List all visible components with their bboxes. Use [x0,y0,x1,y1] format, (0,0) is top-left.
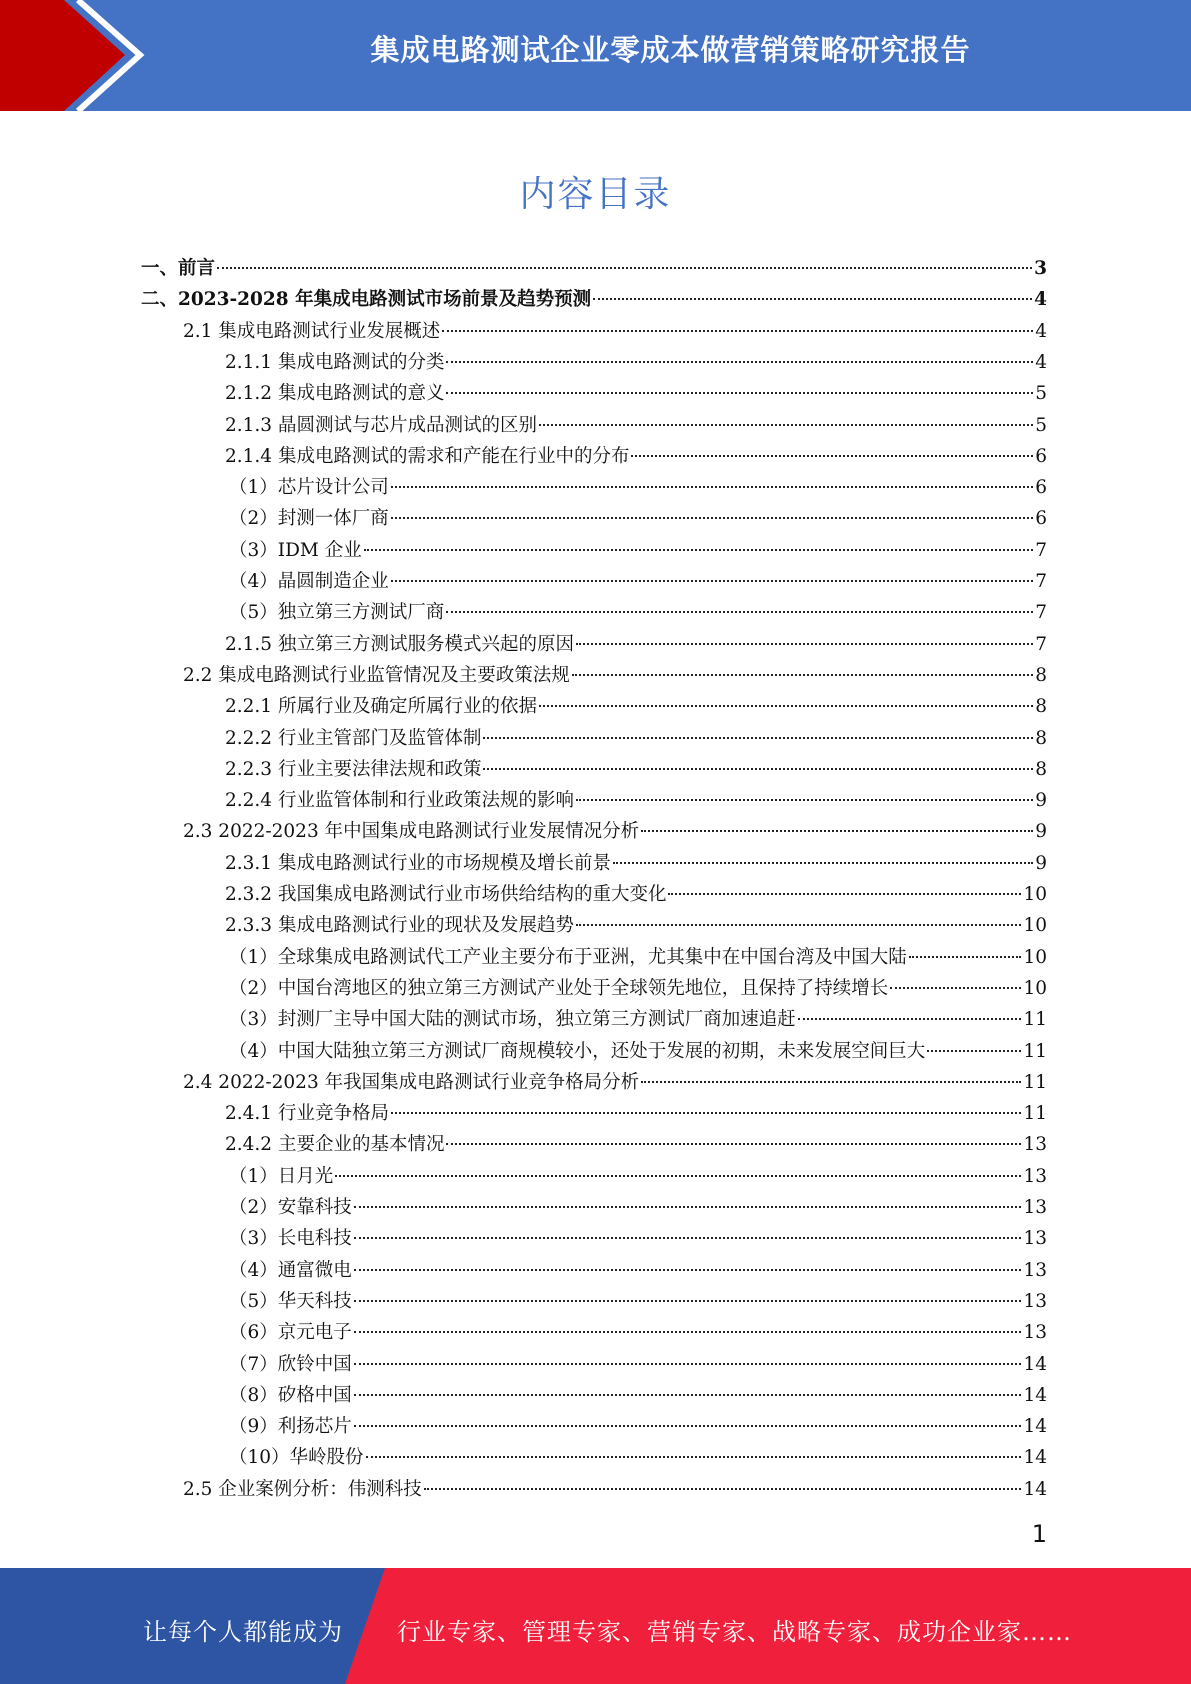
toc-entry[interactable] [225,691,1047,722]
toc-entry-label: （5）华天科技 [229,1291,352,1312]
toc-entry-page: 9 [1035,821,1047,842]
toc-entry-label: 2.3.1 集成电路测试行业的市场规模及增长前景 [225,853,611,874]
toc-entry[interactable] [229,1442,1047,1473]
toc-entry-page: 11 [1023,1072,1047,1093]
toc-entry-page: 13 [1023,1166,1047,1187]
toc-entry-page: 6 [1035,446,1047,467]
toc-entry-label: 2.1.2 集成电路测试的意义 [225,383,445,404]
toc-entry[interactable] [183,316,1047,347]
toc-dot-leader [354,1205,1022,1208]
toc-entry[interactable] [141,284,1047,315]
toc-heading: 内容目录 [519,174,672,215]
toc-entry[interactable] [229,1192,1047,1223]
toc-dot-leader [217,266,1032,269]
toc-dot-leader [391,485,1033,488]
toc-entry-page: 4 [1035,321,1047,342]
toc-entry[interactable] [183,816,1047,847]
toc-entry-page: 13 [1023,1197,1047,1218]
toc-entry-label: 2.1.3 晶圆测试与芯片成品测试的区别 [225,415,537,436]
toc-entry[interactable] [229,1004,1047,1035]
toc-entry-label: （2）安靠科技 [229,1197,352,1218]
toc-entry-label: 2.3.3 集成电路测试行业的现状及发展趋势 [225,915,574,936]
toc-entry-page: 6 [1035,508,1047,529]
toc-entry-label: 2.3 2022-2023 年中国集成电路测试行业发展情况分析 [183,821,640,842]
toc-entry-page: 8 [1035,696,1047,717]
toc-entry-label: 2.1 集成电路测试行业发展概述 [183,321,441,342]
toc-entry[interactable] [183,1067,1047,1098]
toc-dot-leader [364,548,1033,551]
toc-entry-page: 13 [1023,1228,1047,1249]
toc-entry-page: 7 [1035,602,1047,623]
toc-entry[interactable] [225,785,1047,816]
toc-dot-leader [354,1424,1022,1427]
toc-dot-leader [424,1487,1022,1490]
toc-entry-page: 9 [1035,790,1047,811]
toc-dot-leader [354,1236,1022,1239]
toc-entry[interactable] [229,503,1047,534]
toc-entry-page: 10 [1023,884,1047,905]
toc-dot-leader [613,861,1033,864]
toc-entry-page: 14 [1023,1479,1047,1500]
toc-dot-leader [446,360,1033,363]
toc-dot-leader [631,454,1033,457]
toc-entry-label: 2.2.1 所属行业及确定所属行业的依据 [225,696,537,717]
toc-dot-leader [576,798,1033,801]
toc-entry[interactable] [229,472,1047,503]
toc-entry-label: （2）封测一体厂商 [229,508,389,529]
toc-entry-page: 7 [1035,634,1047,655]
toc-dot-leader [576,923,1021,926]
toc-entry[interactable] [229,1349,1047,1380]
toc-dot-leader [354,1330,1022,1333]
toc-entry[interactable] [229,597,1047,628]
toc-dot-leader [391,579,1033,582]
toc-dot-leader [446,610,1033,613]
toc-entry-page: 13 [1023,1260,1047,1281]
page-footer [0,1568,1191,1684]
toc-dot-leader [539,704,1033,707]
toc-entry-page: 9 [1035,853,1047,874]
toc-entry-page: 14 [1023,1385,1047,1406]
toc-entry-label: （3）IDM 企业 [229,540,362,561]
toc-entry-page: 8 [1035,728,1047,749]
toc-entry[interactable] [225,879,1047,910]
toc-entry[interactable] [225,1129,1047,1160]
toc-entry-label: 二、2023-2028 年集成电路测试市场前景及趋势预测 [141,289,592,310]
toc-entry[interactable] [183,1474,1047,1505]
toc-dot-leader [641,829,1033,832]
toc-entry-label: （5）独立第三方测试厂商 [229,602,445,623]
toc-entry-label: （2）中国台湾地区的独立第三方测试产业处于全球领先地位，且保持了持续增长 [229,978,889,999]
toc-entry[interactable] [229,1161,1047,1192]
toc-entry-label: （8）矽格中国 [229,1385,352,1406]
toc-entry[interactable] [225,910,1047,941]
toc-dot-leader [593,297,1032,300]
toc-dot-leader [668,892,1021,895]
toc-dot-leader [539,423,1033,426]
toc-dot-leader [927,1049,1021,1052]
toc-entry-page: 10 [1023,978,1047,999]
toc-entry-label: 一、前言 [141,258,216,279]
toc-entry[interactable] [229,1380,1047,1411]
toc-entry-label: （1）全球集成电路测试代工产业主要分布于亚洲，尤其集中在中国台湾及中国大陆 [229,947,907,968]
toc-entry-page: 14 [1023,1354,1047,1375]
toc-dot-leader [354,1299,1022,1302]
toc-dot-leader [442,329,1033,332]
toc-dot-leader [354,1362,1022,1365]
toc-dot-leader [572,673,1033,676]
toc-entry-page: 10 [1023,947,1047,968]
toc-dot-leader [391,516,1033,519]
toc-dot-leader [446,1142,1021,1145]
toc-entry[interactable] [225,1098,1047,1129]
toc-entry-page: 8 [1035,665,1047,686]
toc-entry-label: （4）中国大陆独立第三方测试厂商规模较小，还处于发展的初期，未来发展空间巨大 [229,1041,926,1062]
toc-entry[interactable] [229,1036,1047,1067]
toc-entry-label: （3）长电科技 [229,1228,352,1249]
toc-entry[interactable] [229,1223,1047,1254]
toc-entry-label: （4）晶圆制造企业 [229,571,389,592]
toc-entry-page: 11 [1023,1041,1047,1062]
toc-entry-page: 13 [1023,1291,1047,1312]
toc-entry-page: 3 [1034,258,1047,279]
toc-entry-page: 13 [1023,1134,1047,1155]
toc-entry[interactable] [229,1255,1047,1286]
toc-dot-leader [909,955,1022,958]
toc-dot-leader [641,1080,1021,1083]
toc-entry-label: （10）华岭股份 [229,1447,364,1468]
report-title: 集成电路测试企业零成本做营销策略研究报告 [370,33,971,67]
toc-dot-leader [446,391,1033,394]
toc-entry[interactable] [225,378,1047,409]
toc-entry-page: 4 [1035,352,1047,373]
toc-entry-page: 5 [1035,383,1047,404]
toc-entry[interactable] [225,723,1047,754]
toc-dot-leader [890,986,1021,989]
toc-entry-page: 14 [1023,1416,1047,1437]
toc-entry-page: 10 [1023,915,1047,936]
toc-entry-label: 2.4 2022-2023 年我国集成电路测试行业竞争格局分析 [183,1072,640,1093]
toc-entry[interactable] [229,973,1047,1004]
toc-entry-label: （6）京元电子 [229,1322,352,1343]
toc-entry-page: 4 [1034,289,1047,310]
toc-entry-label: 2.4.2 主要企业的基本情况 [225,1134,445,1155]
toc-entry[interactable] [229,942,1047,973]
page-header-band [0,0,1191,111]
toc-entry-label: 2.2 集成电路测试行业监管情况及主要政策法规 [183,665,570,686]
toc-entry[interactable] [229,535,1047,566]
toc-dot-leader [798,1017,1022,1020]
toc-entry-page: 5 [1035,415,1047,436]
toc-entry[interactable] [229,1411,1047,1442]
toc-entry[interactable] [183,660,1047,691]
toc-entry[interactable] [141,253,1047,284]
header-arrow-decoration [0,0,160,111]
toc-entry[interactable] [225,441,1047,472]
toc-entry-label: （9）利扬芯片 [229,1416,352,1437]
toc-entry-label: 2.1.5 独立第三方测试服务模式兴起的原因 [225,634,574,655]
toc-entry[interactable] [229,1286,1047,1317]
toc-dot-leader [391,1111,1021,1114]
toc-entry-page: 8 [1035,759,1047,780]
footer-slogan-right: 行业专家、管理专家、营销专家、战略专家、成功企业家…… [397,1618,1072,1646]
footer-slogan-left: 让每个人都能成为 [143,1618,343,1646]
toc-entry-page: 6 [1035,477,1047,498]
toc-entry-page: 7 [1035,571,1047,592]
toc-dot-leader [483,767,1033,770]
toc-entry-label: 2.3.2 我国集成电路测试行业市场供给结构的重大变化 [225,884,667,905]
toc-entry-label: （7）欣铃中国 [229,1354,352,1375]
toc-entry-label: 2.2.3 行业主要法律法规和政策 [225,759,482,780]
toc-dot-leader [576,642,1033,645]
toc-entry[interactable] [229,566,1047,597]
toc-entry-label: 2.2.4 行业监管体制和行业政策法规的影响 [225,790,574,811]
toc-entry-label: （4）通富微电 [229,1260,352,1281]
toc-entry-label: （3）封测厂主导中国大陆的测试市场，独立第三方测试厂商加速追赶 [229,1009,796,1030]
toc-entry[interactable] [225,410,1047,441]
toc-dot-leader [354,1393,1022,1396]
toc-entry[interactable] [225,347,1047,378]
toc-dot-leader [335,1174,1021,1177]
toc-entry-page: 14 [1023,1447,1047,1468]
toc-dot-leader [483,736,1033,739]
toc-entry-page: 11 [1023,1103,1047,1124]
toc-entry-label: 2.1.4 集成电路测试的需求和产能在行业中的分布 [225,446,630,467]
toc-entry-label: （1）日月光 [229,1166,334,1187]
toc-entry[interactable] [229,1317,1047,1348]
toc-entry[interactable] [225,629,1047,660]
toc-entry-page: 11 [1023,1009,1047,1030]
toc-entry-page: 7 [1035,540,1047,561]
toc-entry-page: 13 [1023,1322,1047,1343]
toc-dot-leader [354,1268,1022,1271]
toc-dot-leader [366,1455,1022,1458]
toc-entry[interactable] [225,754,1047,785]
toc-entry-label: （1）芯片设计公司 [229,477,389,498]
toc-entry-label: 2.1.1 集成电路测试的分类 [225,352,445,373]
toc-entry-label: 2.2.2 行业主管部门及监管体制 [225,728,482,749]
page-number: 1 [1031,1520,1047,1548]
toc-entry-label: 2.5 企业案例分析：伟测科技 [183,1479,422,1500]
toc-entry[interactable] [225,848,1047,879]
toc-entry-label: 2.4.1 行业竞争格局 [225,1103,389,1124]
